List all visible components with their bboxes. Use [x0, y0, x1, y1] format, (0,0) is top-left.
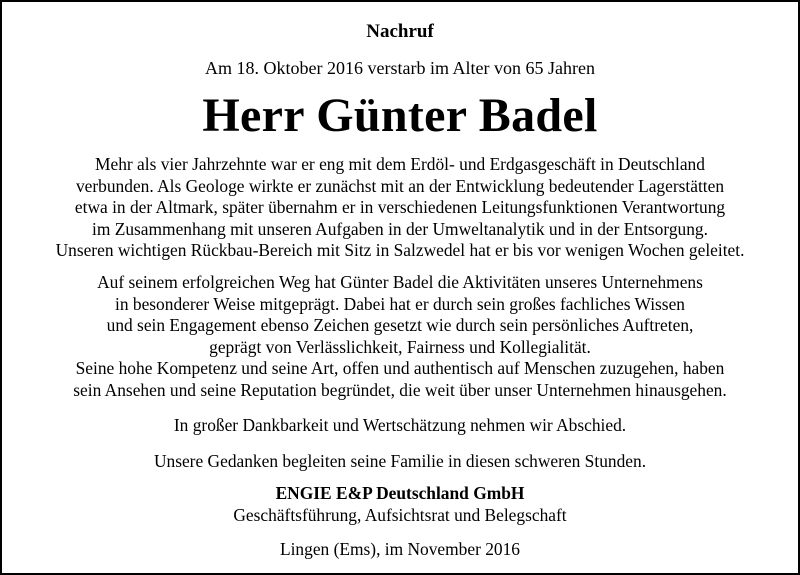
paragraph-tribute: [2, 272, 798, 401]
company-name: ENGIE E&P Deutschland GmbH: [275, 483, 525, 503]
text-line: etwa in der Altmark, später übernahm er in verschiedenen Leitungsfunktionen Verantwortung: [74, 197, 726, 217]
deceased-name: Herr Günter Badel: [202, 89, 598, 142]
text-line: Mehr als vier Jahrzehnte war er eng mit dem Erdöl- und Erdgasgeschäft in Deutschland: [95, 154, 705, 174]
text-line: Unseren wichtigen Rückbau-Bereich mit Sitz in Salzwedel hat er bis vor wenigen Wochen geleitet.: [55, 240, 745, 260]
paragraph-career: [2, 154, 798, 262]
place-date-line: Lingen (Ems), im November 2016: [279, 539, 521, 559]
text-line: im Zusammenhang mit unseren Aufgaben in der Umweltanalytik und in der Entsorgung.: [92, 218, 708, 239]
text-line: sein Ansehen und seine Reputation begründet, die weit über unser Unternehmen hinausgehen.: [73, 379, 727, 400]
signatories-line: Geschäftsführung, Aufsichtsrat und Belegschaft: [233, 505, 567, 525]
thanks-line: In großer Dankbarkeit und Wertschätzung nehmen wir Abschied.: [173, 415, 627, 435]
condolence-line: Unsere Gedanken begleiten seine Familie in diesen schweren Stunden.: [153, 451, 647, 471]
text-line: Auf seinem erfolgreichen Weg hat Günter Badel die Aktivitäten unseres Unternehmens: [97, 272, 703, 292]
notice-heading: Nachruf: [366, 21, 434, 42]
text-line: Seine hohe Kompetenz und seine Art, offen und authentisch auf Menschen zuzugehen, haben: [75, 358, 725, 378]
text-line: verbunden. Als Geologe wirkte er zunächst mit an der Entwicklung bedeutender Lagerstätten: [75, 175, 725, 196]
death-date-line: Am 18. Oktober 2016 verstarb im Alter von 65 Jahren: [205, 58, 595, 78]
text-line: geprägt von Verlässlichkeit, Fairness und Kollegialität.: [209, 336, 591, 357]
text-line: in besonderer Weise mitgeprägt. Dabei hat er durch sein großes fachliches Wissen: [115, 293, 685, 314]
text-line: und sein Engagement ebenso Zeichen gesetzt wie durch sein persönliches Auftreten,: [106, 315, 694, 335]
